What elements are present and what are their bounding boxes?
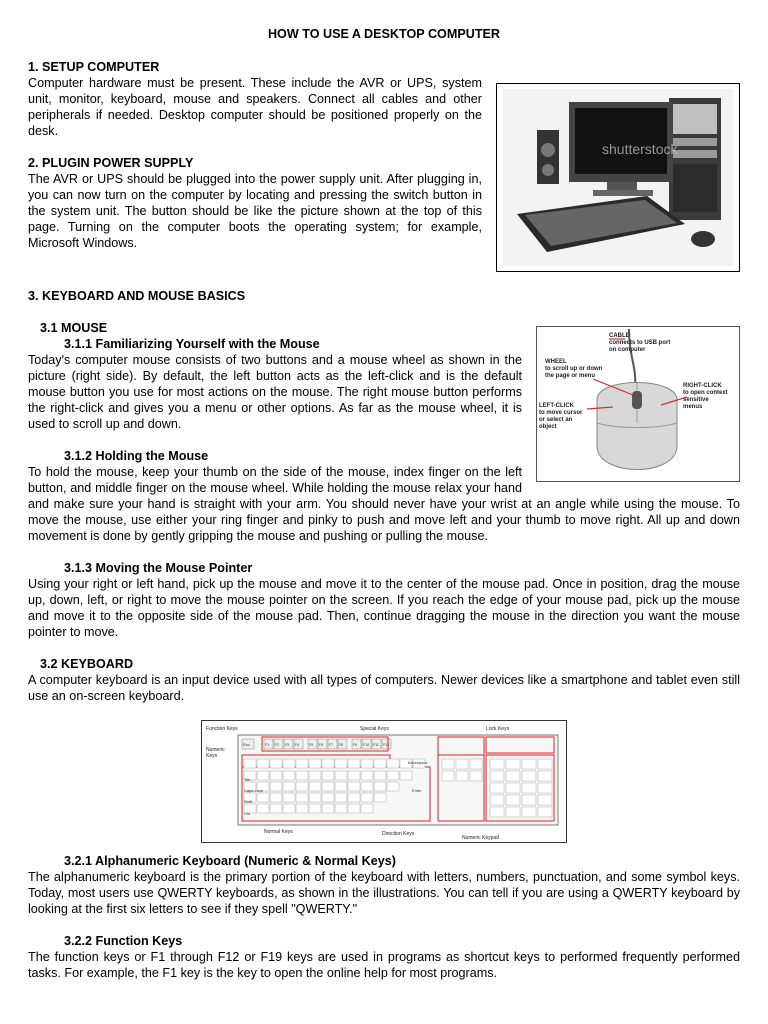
keyboard-key <box>244 759 256 768</box>
keyboard-key <box>296 782 308 791</box>
numpad-key <box>538 807 552 817</box>
numeric-keys-label: Numeric <box>206 747 225 753</box>
keyboard-diagram <box>201 720 567 843</box>
numpad-key <box>490 795 504 805</box>
keyboard-key <box>361 771 373 780</box>
special-key <box>442 771 454 781</box>
direction-keys-label: Direction Keys <box>382 831 415 837</box>
keyboard-key <box>348 759 360 768</box>
heading-moving: 3.1.3 Moving the Mouse Pointer <box>64 561 253 575</box>
special-key <box>470 771 482 781</box>
left-click-label-4: object <box>539 424 557 430</box>
keyboard-key <box>283 793 295 802</box>
numpad-key <box>538 783 552 793</box>
keyboard-key <box>296 793 308 802</box>
keyboard-key <box>361 793 373 802</box>
keyboard-key <box>322 771 334 780</box>
desktop-computer-image <box>496 83 740 272</box>
keyboard-key <box>283 771 295 780</box>
keyboard-paragraph: A computer keyboard is an input device used with all types of computers. Newer devices like a smartphone and tablet even still use an on-screen keyboard. <box>28 673 740 703</box>
function-key-label: F10 <box>363 743 370 747</box>
tab-key: Tab <box>244 777 251 782</box>
keyboard-key <box>309 759 321 768</box>
numpad-key <box>538 759 552 769</box>
mouse-illustration <box>537 327 739 481</box>
normal-keys-label: Normal Keys <box>264 829 293 835</box>
keyboard-key <box>374 771 386 780</box>
desktop-computer-illustration <box>497 84 739 271</box>
backspace-key: Backspace <box>408 760 428 765</box>
numpad-key <box>506 807 520 817</box>
numpad-key <box>490 759 504 769</box>
keyboard-key <box>374 782 386 791</box>
right-click-label-4: menus <box>683 404 703 410</box>
left-click-label-2: to move cursor <box>539 410 583 416</box>
wheel-label-3: the page or menu <box>545 373 596 379</box>
keyboard-key <box>296 759 308 768</box>
caps-key: Caps Lock <box>244 788 263 793</box>
function-key-label: F2 <box>275 743 280 747</box>
function-keys-label: Function Keys <box>206 726 238 732</box>
page-title: HOW TO USE A DESKTOP COMPUTER <box>267 27 501 41</box>
numpad-key <box>490 771 504 781</box>
moving-paragraph: Using your right or left hand, pick up the mouse and move it to the center of the mouse pad. Once in position, drag the mouse up, down, left, or right to move the mouse pointer on the screen. If you reach the edge of your mouse pad, pick up the mouse and move it to the opposite side of the mouse pad. Then, continue dragging the mouse in the direction you want the mouse pointer to move. <box>28 577 740 639</box>
numpad-key <box>490 783 504 793</box>
keyboard-key <box>335 759 347 768</box>
keyboard-key <box>309 804 321 813</box>
function-key-label: F12 <box>383 743 390 747</box>
numeric-keypad-label: Numeric Keypad <box>462 835 499 841</box>
heading-alphanumeric: 3.2.1 Alphanumeric Keyboard (Numeric & Normal Keys) <box>64 854 396 868</box>
mouse-diagram <box>536 326 740 482</box>
keyboard-key <box>361 759 373 768</box>
cable-label: CABLE <box>609 333 630 339</box>
keyboard-key <box>348 782 360 791</box>
special-key <box>470 759 482 769</box>
keyboard-key <box>374 759 386 768</box>
keyboard-key <box>257 804 269 813</box>
holding-paragraph: To hold the mouse, keep your thumb on the side of the mouse, index finger on the left button, and middle finger on the mouse wheel. While holding the mouse relax your hand and make sure your hand is straight with your arm. You should never have your wrist at an angle while using the mouse. To move the mouse, use either your ring finger and pinky to push and move left and your thumb to move right. All up and down movement is done by gently gripping the mouse and pushing or pulling the mouse. <box>28 465 740 543</box>
watermark: shutterstock <box>602 141 678 157</box>
function-keys-paragraph: The function keys or F1 through F12 or F19 keys are used in programs as shortcut keys to performed frequently performed tasks. For example, the F1 key is the key to open the online help for most programs. <box>28 950 740 980</box>
keyboard-key <box>296 771 308 780</box>
numpad-key <box>538 771 552 781</box>
keyboard-key <box>322 804 334 813</box>
keyboard-key <box>257 771 269 780</box>
function-key-label: F11 <box>373 743 379 747</box>
keyboard-key <box>335 804 347 813</box>
keyboard-key <box>387 759 399 768</box>
numpad-key <box>522 795 536 805</box>
special-key <box>456 759 468 769</box>
numpad-key <box>522 771 536 781</box>
keyboard-key <box>348 771 360 780</box>
shift-key: Shift <box>244 799 253 804</box>
power-paragraph: The AVR or UPS should be plugged into the power supply unit. After plugging in, you can now turn on the computer by locating and pressing the switch button in the system unit. The button should be like the picture shown at the top of this page. Turning on the computer boots the operating system; for example, Microsoft Windows. <box>28 172 482 250</box>
function-key-label: F7 <box>329 743 334 747</box>
numpad-key <box>522 807 536 817</box>
numpad-key <box>506 783 520 793</box>
keyboard-key <box>283 759 295 768</box>
keyboard-key <box>387 771 399 780</box>
heading-function-keys: 3.2.2 Function Keys <box>64 934 183 948</box>
numpad-key <box>490 807 504 817</box>
special-key <box>442 759 454 769</box>
familiarizing-paragraph: Today's computer mouse consists of two buttons and a mouse wheel as shown in the picture (right side). By default, the left button acts as the left-click and is the default mouse button you use for most actions on the mouse. The right mouse button performs the right-click and gives you a menu or other options. As far as the mouse wheel, it is used to scroll up and down. <box>28 353 522 431</box>
section-heading-power: 2. PLUGIN POWER SUPPLY <box>28 156 194 170</box>
keyboard-key <box>257 793 269 802</box>
numpad-key <box>506 795 520 805</box>
left-click-label-3: or select an <box>539 417 573 423</box>
keyboard-key <box>348 793 360 802</box>
enter-key: Enter <box>412 788 422 793</box>
keyboard-key <box>270 804 282 813</box>
numpad-key <box>506 759 520 769</box>
subsection-heading-keyboard: 3.2 KEYBOARD <box>40 657 134 671</box>
function-key-label: F8 <box>339 743 344 747</box>
keyboard-key <box>374 793 386 802</box>
document-page <box>28 26 740 981</box>
function-key-label: F5 <box>309 743 314 747</box>
subsection-heading-mouse: 3.1 MOUSE <box>40 321 108 335</box>
alphanumeric-paragraph: The alphanumeric keyboard is the primary portion of the keyboard with letters, numbers, punctuation, and some symbol keys. Today, most users use QWERTY keyboards, as shown in the illustrations. You can tell if you are using a QWERTY keyboard by looking at the first six letters to see if they spell "QWERTY." <box>28 870 740 916</box>
lock-keys-label: Lock Keys <box>486 726 510 732</box>
function-key-label: F4 <box>295 743 300 747</box>
keyboard-key <box>296 804 308 813</box>
right-click-label: RIGHT-CLICK <box>683 383 722 389</box>
right-click-label-2: to open context <box>683 390 728 396</box>
section-heading-setup: 1. SETUP COMPUTER <box>28 60 160 74</box>
function-key-label: F6 <box>319 743 324 747</box>
keyboard-key <box>361 782 373 791</box>
numeric-keys-label-2: Keys <box>206 753 218 759</box>
cable-label-2: connects to USB port <box>609 340 671 346</box>
keyboard-key <box>348 804 360 813</box>
special-keys-label: Special Keys <box>360 726 389 732</box>
keyboard-key <box>283 804 295 813</box>
numpad-key <box>538 795 552 805</box>
keyboard-key <box>322 793 334 802</box>
function-key-label: F3 <box>285 743 290 747</box>
left-click-label: LEFT-CLICK <box>539 403 574 409</box>
ctrl-key: Ctrl <box>244 811 251 816</box>
special-key <box>456 771 468 781</box>
heading-holding: 3.1.2 Holding the Mouse <box>64 449 209 463</box>
heading-familiarizing: 3.1.1 Familiarizing Yourself with the Mouse <box>64 337 320 351</box>
setup-paragraph: Computer hardware must be present. These include the AVR or UPS, system unit, monitor, keyboard, mouse and speakers. Connect all cables and other peripherals if needed. Desktop computer should be positioned properly on the desk. <box>28 76 482 138</box>
numpad-key <box>522 783 536 793</box>
keyboard-key <box>322 782 334 791</box>
keyboard-key <box>335 793 347 802</box>
cable-label-3: on computer <box>609 347 646 353</box>
wheel-label-2: to scroll up or down <box>545 366 603 372</box>
keyboard-key <box>309 771 321 780</box>
keyboard-key <box>322 759 334 768</box>
wheel-label: WHEEL <box>545 359 567 365</box>
function-key-label: F1 <box>265 743 270 747</box>
keyboard-key <box>270 782 282 791</box>
keyboard-key <box>283 782 295 791</box>
keyboard-key <box>309 793 321 802</box>
section-heading-basics: 3. KEYBOARD AND MOUSE BASICS <box>28 289 246 303</box>
function-key-label: F9 <box>353 743 358 747</box>
keyboard-key <box>270 771 282 780</box>
keyboard-illustration <box>202 721 566 842</box>
right-click-label-3: sensitive <box>683 397 709 403</box>
numpad-key <box>522 759 536 769</box>
keyboard-key <box>270 759 282 768</box>
keyboard-key <box>257 759 269 768</box>
keyboard-key <box>400 771 412 780</box>
keyboard-key <box>387 782 399 791</box>
keyboard-key <box>309 782 321 791</box>
keyboard-key <box>335 782 347 791</box>
numpad-key <box>506 771 520 781</box>
esc-key: Esc <box>243 742 250 747</box>
keyboard-key <box>335 771 347 780</box>
keyboard-key <box>270 793 282 802</box>
keyboard-key <box>361 804 373 813</box>
